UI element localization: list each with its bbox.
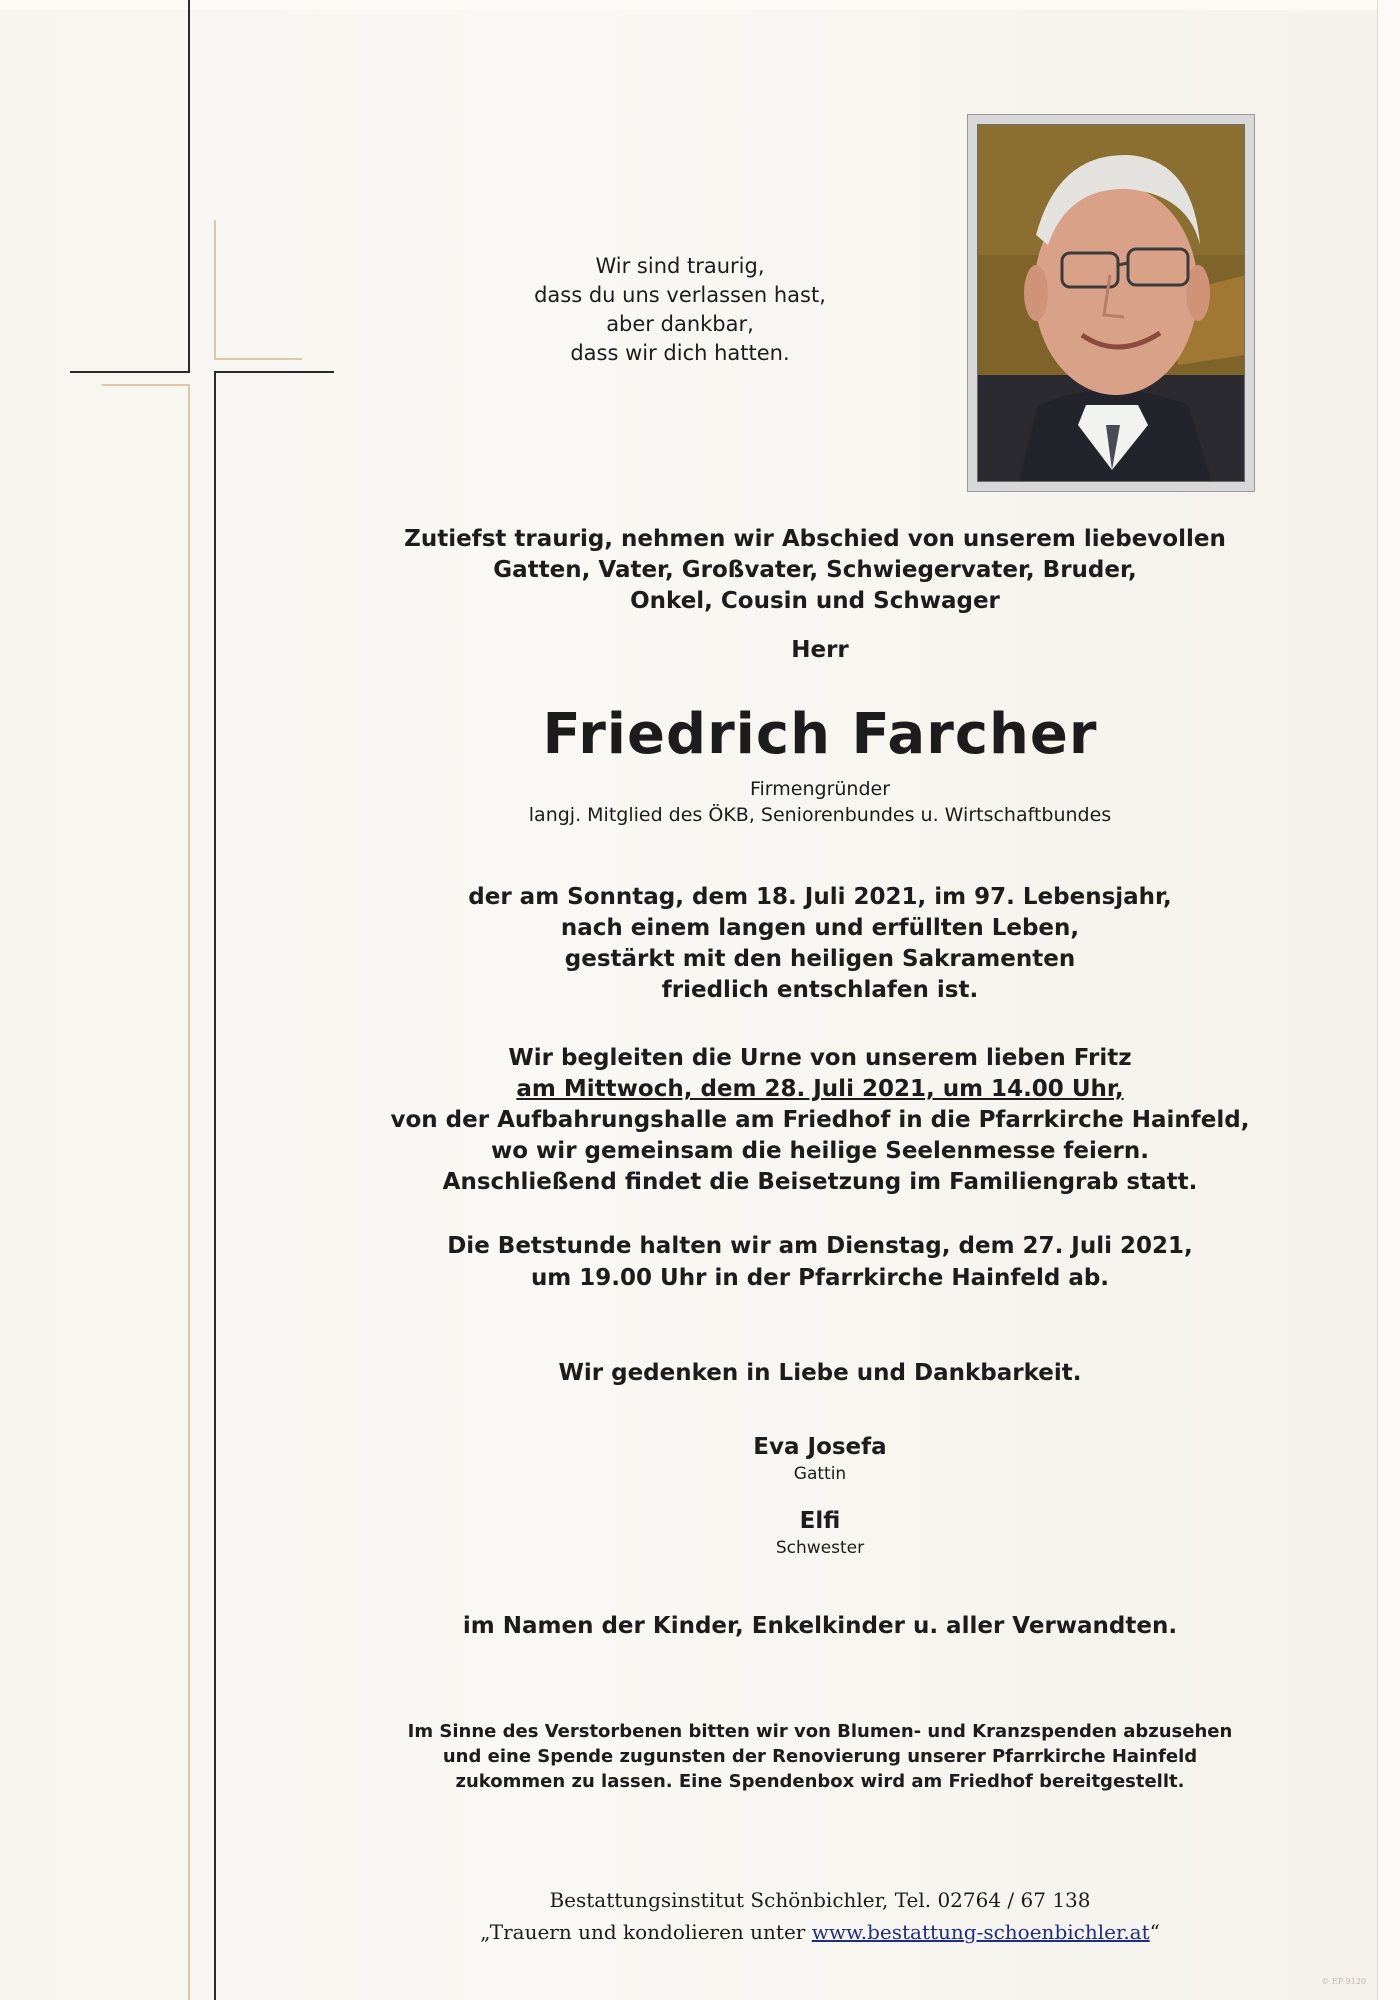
intro-line: Gatten, Vater, Großvater, Schwiegervater, Bruder, xyxy=(493,557,1137,583)
undertaker-contact: Bestattungsinstitut Schönbichler, Tel. 02764 / 67 138 xyxy=(549,1888,1091,1912)
salutation: Herr xyxy=(791,637,849,663)
verse-line: aber dankbar, xyxy=(606,312,754,336)
family-line: im Namen der Kinder, Enkelkinder u. aller Verwandten. xyxy=(462,1613,1178,1639)
intro-line: Onkel, Cousin und Schwager xyxy=(630,588,1000,614)
portrait-photo xyxy=(977,124,1245,482)
prayer-hour xyxy=(420,1230,1220,1294)
signatory-relation: Gattin xyxy=(793,1464,847,1484)
funeral-date: am Mittwoch, dem 28. Juli 2021, um 14.00 Uhr, xyxy=(516,1076,1124,1102)
deceased-role: Firmengründer xyxy=(749,778,891,800)
condolence-suffix: “ xyxy=(1149,1920,1160,1944)
prayer-line: Die Betstunde halten wir am Dienstag, dem 27. Juli 2021, xyxy=(447,1233,1193,1259)
funeral-details xyxy=(380,1043,1260,1198)
deceased-name: Friedrich Farcher xyxy=(542,702,1098,767)
condolence-link[interactable]: www.bestattung-schoenbichler.at xyxy=(811,1920,1150,1944)
note-line: Im Sinne des Verstorbenen bitten wir von Blumen- und Kranzspenden abzusehen xyxy=(407,1721,1233,1742)
signatory-relation: Schwester xyxy=(775,1538,865,1558)
deceased-memberships: langj. Mitglied des ÖKB, Seniorenbundes u. Wirtschaftbundes xyxy=(528,804,1112,826)
verse-line: dass du uns verlassen hast, xyxy=(534,283,826,307)
death-line: der am Sonntag, dem 18. Juli 2021, im 97. Lebensjahr, xyxy=(468,884,1172,910)
print-code: © EP 9120 xyxy=(1321,1977,1366,1986)
portrait-frame xyxy=(967,114,1255,492)
signatory-name: Elfi xyxy=(799,1508,841,1534)
funeral-line: von der Aufbahrungshalle am Friedhof in die Pfarrkirche Hainfeld, xyxy=(390,1107,1250,1133)
donation-note xyxy=(380,1719,1260,1794)
death-line: friedlich entschlafen ist. xyxy=(661,977,979,1003)
intro-line: Zutiefst traurig, nehmen wir Abschied von unserem liebevollen xyxy=(404,526,1226,552)
opening-verse xyxy=(480,252,880,368)
death-line: nach einem langen und erfüllten Leben, xyxy=(560,915,1080,941)
funeral-line: wo wir gemeinsam die heilige Seelenmesse feiern. xyxy=(491,1138,1149,1164)
signatory-name: Eva Josefa xyxy=(753,1434,887,1460)
paper-right-edge xyxy=(1377,0,1400,2000)
funeral-line: Wir begleiten die Urne von unserem lieben Fritz xyxy=(508,1045,1132,1071)
death-notice xyxy=(440,882,1200,1006)
funeral-line: Anschließend findet die Beisetzung im Familiengrab statt. xyxy=(442,1169,1198,1195)
verse-line: Wir sind traurig, xyxy=(595,254,765,278)
remembrance-line: Wir gedenken in Liebe und Dankbarkeit. xyxy=(558,1360,1082,1386)
prayer-line: um 19.00 Uhr in der Pfarrkirche Hainfeld ab. xyxy=(530,1265,1110,1291)
death-line: gestärkt mit den heiligen Sakramenten xyxy=(564,946,1076,972)
note-line: zukommen zu lassen. Eine Spendenbox wird am Friedhof bereitgestellt. xyxy=(455,1771,1185,1792)
condolence-prefix: „Trauern und kondolieren unter xyxy=(480,1920,812,1944)
note-line: und eine Spende zugunsten der Renovierung unserer Pfarrkirche Hainfeld xyxy=(442,1746,1198,1767)
verse-line: dass wir dich hatten. xyxy=(570,341,790,365)
condolence-line xyxy=(420,1920,1220,1944)
farewell-intro xyxy=(400,524,1230,617)
